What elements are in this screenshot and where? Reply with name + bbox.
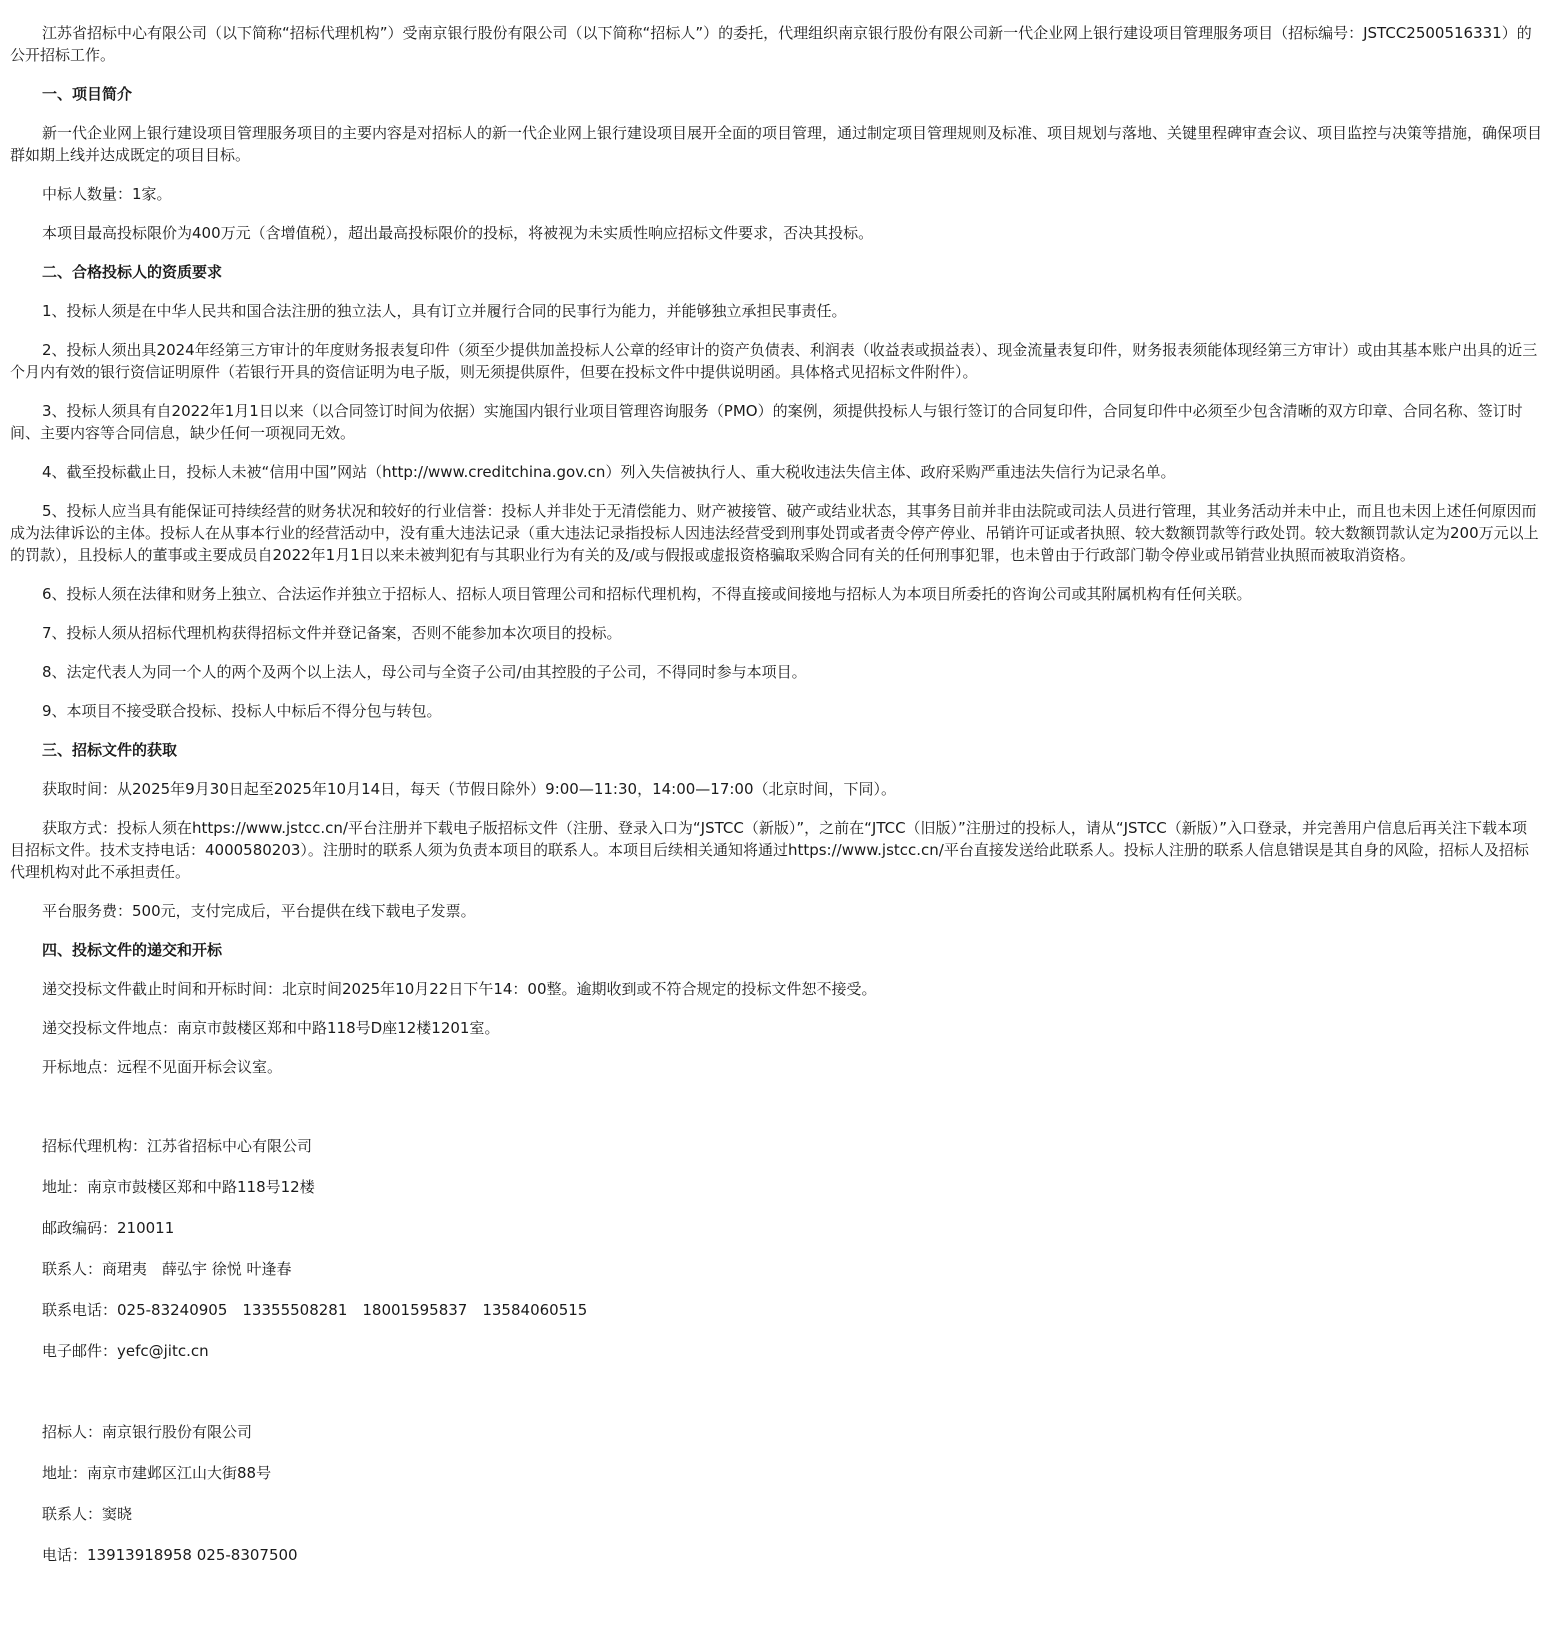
- qualification-item-7: 7、投标人须从招标代理机构获得招标文件并登记备案，否则不能参加本次项目的投标。: [42, 624, 622, 642]
- winner-count: 中标人数量：1家。: [42, 185, 172, 203]
- section-3-heading: 三、招标文件的获取: [42, 741, 178, 759]
- agency-phones: 联系电话：025-83240905 13355508281 18001595837 13584060515: [42, 1301, 588, 1319]
- intro-paragraph: 江苏省招标中心有限公司（以下简称“招标代理机构”）受南京银行股份有限公司（以下简称“招标人”）的委托，代理组织南京银行股份有限公司新一代企业网上银行建设项目管理服务项目（招标编号：JSTCC2500516331）的公开招标工作。: [10, 24, 1532, 64]
- agency-email: 电子邮件：yefc@jitc.cn: [42, 1342, 209, 1360]
- qualification-item-3: 3、投标人须具有自2022年1月1日以来（以合同签订时间为依据）实施国内银行业项目管理咨询服务（PMO）的案例，须提供投标人与银行签订的合同复印件，合同复印件中必须至少包含清晰的双方印章、合同名称、签订时间、主要内容等合同信息，缺少任何一项视同无效。: [10, 402, 1523, 442]
- section-2-heading: 二、合格投标人的资质要求: [42, 263, 223, 281]
- platform-fee: 平台服务费：500元，支付完成后，平台提供在线下载电子发票。: [42, 902, 476, 920]
- qualification-item-2: 2、投标人须出具2024年经第三方审计的年度财务报表复印件（须至少提供加盖投标人公章的经审计的资产负债表、利润表（收益表或损益表）、现金流量表复印件，财务报表须能体现经第三方审计）或由其基本账户出具的近三个月内有效的银行资信证明原件（若银行开具的资信证明为电子版，则无须提供原件，但要在投标文件中提供说明函。具体格式见招标文件附件）。: [10, 341, 1538, 381]
- agency-name: 招标代理机构：江苏省招标中心有限公司: [42, 1137, 313, 1155]
- spacer: [10, 1381, 1542, 1421]
- qualification-item-1: 1、投标人须是在中华人民共和国合法注册的独立法人，具有订立并履行合同的民事行为能力，并能够独立承担民事责任。: [42, 302, 847, 320]
- section-4-heading: 四、投标文件的递交和开标: [42, 941, 223, 959]
- submission-location: 递交投标文件地点：南京市鼓楼区郑和中路118号D座12楼1201室。: [42, 1019, 500, 1037]
- tenderer-name: 招标人：南京银行股份有限公司: [42, 1423, 253, 1441]
- spacer: [10, 1095, 1542, 1135]
- section-1-heading: 一、项目简介: [42, 85, 133, 103]
- qualification-item-6: 6、投标人须在法律和财务上独立、合法运作并独立于招标人、招标人项目管理公司和招标代理机构，不得直接或间接地与招标人为本项目所委托的咨询公司或其附属机构有任何关联。: [42, 585, 1252, 603]
- agency-contacts: 联系人：商珺夷 薛弘宇 徐悦 叶逢春: [42, 1260, 292, 1278]
- tenderer-contact: 联系人：窦晓: [42, 1505, 133, 1523]
- opening-location: 开标地点：远程不见面开标会议室。: [42, 1058, 283, 1076]
- agency-address: 地址：南京市鼓楼区郑和中路118号12楼: [42, 1178, 315, 1196]
- acquisition-method: 获取方式：投标人须在https://www.jstcc.cn/平台注册并下载电子版招标文件（注册、登录入口为“JSTCC（新版）”，之前在“JTCC（旧版）”注册过的投标人，请从“JSTCC（新版）”入口登录，并完善用户信息后再关注下载本项目招标文件。技术支持电话：4000580203）。注册时的联系人须为负责本项目的联系人。本项目后续相关通知将通过https://www.jstcc.cn/平台直接发送给此联系人。投标人注册的联系人信息错误是其自身的风险，招标人及招标代理机构对此不承担责任。: [10, 819, 1529, 881]
- agency-postcode: 邮政编码：210011: [42, 1219, 175, 1237]
- acquisition-time: 获取时间：从2025年9月30日起至2025年10月14日，每天（节假日除外）9:00—11:30，14:00—17:00（北京时间，下同）。: [42, 780, 897, 798]
- tenderer-phone: 电话：13913918958 025-8307500: [42, 1546, 298, 1564]
- qualification-item-4: 4、截至投标截止日，投标人未被“信用中国”网站（http://www.creditchina.gov.cn）列入失信被执行人、重大税收违法失信主体、政府采购严重违法失信行为记录名单。: [42, 463, 1176, 481]
- submission-deadline: 递交投标文件截止时间和开标时间：北京时间2025年10月22日下午14：00整。逾期收到或不符合规定的投标文件恕不接受。: [42, 980, 877, 998]
- qualification-item-5: 5、投标人应当具有能保证可持续经营的财务状况和较好的行业信誉：投标人并非处于无清偿能力、财产被接管、破产或结业状态，其事务目前并非由法院或司法人员进行管理，其业务活动并未中止，而且也未因上述任何原因而成为法律诉讼的主体。投标人在从事本行业的经营活动中，没有重大违法记录（重大违法记录指投标人因违法经营受到刑事处罚或者责令停产停业、吊销许可证或者执照、较大数额罚款等行政处罚。较大数额罚款认定为200万元以上的罚款），且投标人的董事或主要成员自2022年1月1日以来未被判犯有与其职业行为有关的及/或与假报或虚报资格骗取采购合同有关的任何刑事犯罪，也未曾由于行政部门勒令停业或吊销营业执照而被取消资格。: [10, 502, 1539, 564]
- max-bid-price: 本项目最高投标限价为400万元（含增值税），超出最高投标限价的投标，将被视为未实质性响应招标文件要求，否决其投标。: [42, 224, 874, 242]
- qualification-item-9: 9、本项目不接受联合投标、投标人中标后不得分包与转包。: [42, 702, 442, 720]
- project-description: 新一代企业网上银行建设项目管理服务项目的主要内容是对招标人的新一代企业网上银行建设项目展开全面的项目管理，通过制定项目管理规则及标准、项目规划与落地、关键里程碑审查会议、项目监控与决策等措施，确保项目群如期上线并达成既定的项目目标。: [10, 124, 1543, 164]
- tenderer-address: 地址：南京市建邺区江山大街88号: [42, 1464, 272, 1482]
- qualification-item-8: 8、法定代表人为同一个人的两个及两个以上法人，母公司与全资子公司/由其控股的子公司，不得同时参与本项目。: [42, 663, 807, 681]
